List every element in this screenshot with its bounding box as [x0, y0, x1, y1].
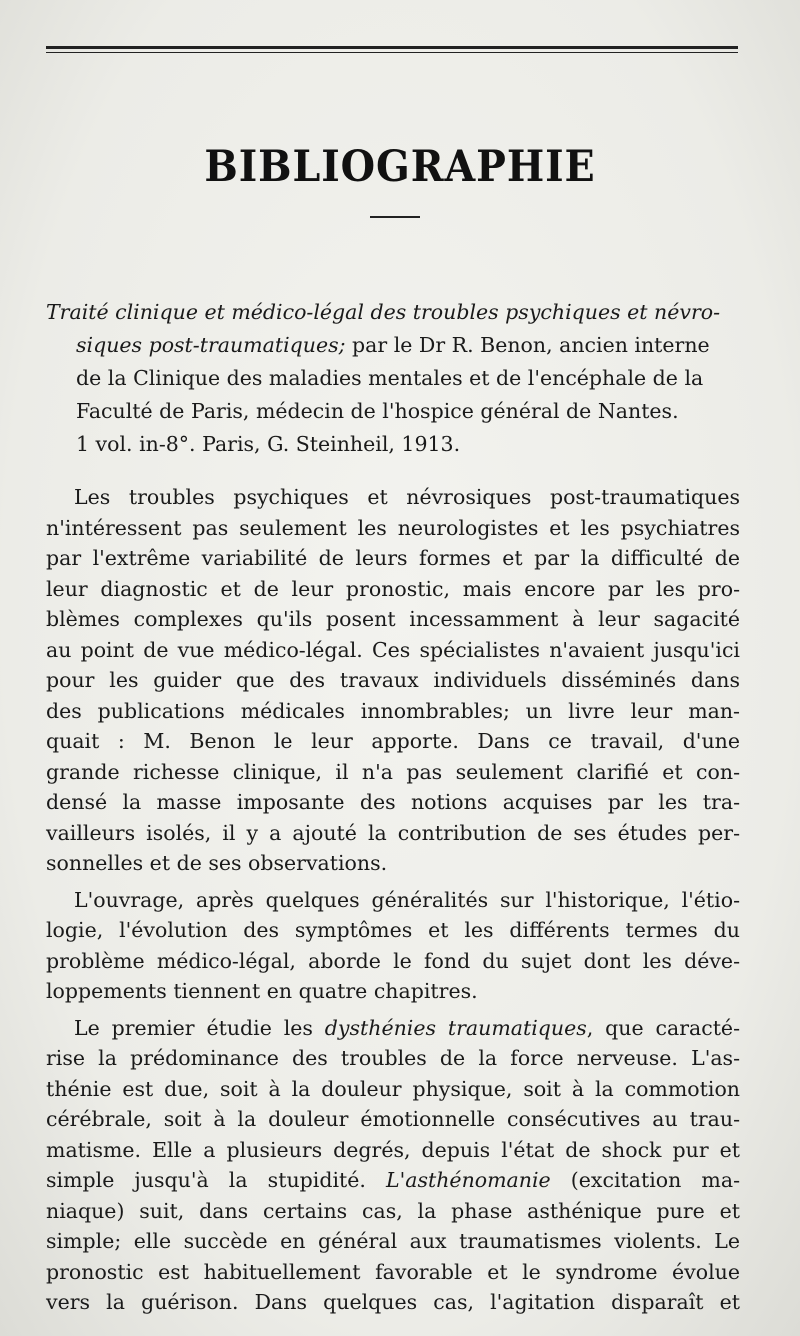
- text-line: loppements tiennent en quatre chapitres.: [46, 979, 478, 1003]
- text-segment: cérébrale, soit à la douleur émotionnelle consécutives au trau-: [46, 1107, 740, 1131]
- text-line: [46, 1165, 740, 1196]
- text-line: [46, 1135, 740, 1166]
- paragraph: [46, 885, 740, 1007]
- bibliographic-reference: [46, 296, 740, 461]
- italic-term: L'asthénomanie: [386, 1168, 551, 1192]
- reference-line: [46, 395, 740, 428]
- text-line: densé la masse imposante des notions acquises par les tra-: [46, 790, 740, 814]
- text-line: sonnelles et de ses observations.: [46, 851, 388, 875]
- text-segment: niaque) suit, dans certains cas, la phase asthénique pure et: [46, 1198, 740, 1223]
- text-line: problème médico-légal, aborde le fond du sujet dont les déve-: [46, 948, 740, 973]
- text-segment: rise la prédominance des troubles de la force nerveuse. L'as-: [46, 1046, 740, 1070]
- text-segment: (excitation ma-: [550, 1168, 740, 1192]
- text-line: des publications médicales innombrables; un livre leur man-: [46, 698, 740, 723]
- text-line: blèmes complexes qu'ils posent incessamment à leur sagacité: [46, 607, 740, 631]
- text-line: L'ouvrage, après quelques généralités sur l'historique, l'étio-: [74, 887, 740, 912]
- text-line: [46, 1226, 740, 1257]
- italic-term: dysthénies traumatiques: [324, 1015, 587, 1040]
- text-line: grande richesse clinique, il n'a pas seulement clarifié et con-: [46, 759, 740, 784]
- text-segment: vers la guérison. Dans quelques cas, l'agitation disparaît et: [46, 1290, 740, 1314]
- text-segment: pronostic est habituellement favorable et le syndrome évolue: [46, 1259, 740, 1284]
- text-line: [46, 1104, 740, 1135]
- text-line: [46, 1257, 740, 1288]
- reference-line: [46, 296, 740, 329]
- text-line: par l'extrême variabilité de leurs formes et par la difficulté de: [46, 546, 740, 570]
- text-segment: simple; elle succède en général aux traumatismes violents. Le: [46, 1229, 740, 1253]
- text-segment: , que caracté-: [586, 1015, 740, 1040]
- text-line: logie, l'évolution des symptômes et les différents termes du: [46, 918, 740, 942]
- top-rule: [46, 46, 738, 49]
- reference-text: Faculté de Paris, médecin de l'hospice général de Nantes.: [76, 399, 679, 423]
- reference-title-text: siques post-traumatiques;: [76, 333, 346, 357]
- text-segment: matisme. Elle a plusieurs degrés, depuis l'état de shock pur et: [46, 1137, 740, 1162]
- reference-text: par le Dr R. Benon, ancien interne: [345, 333, 710, 357]
- text-segment: simple jusqu'à la stupidité.: [46, 1168, 386, 1192]
- text-segment: thénie est due, soit à la douleur physique, soit à la commotion: [46, 1076, 740, 1101]
- reference-line: [46, 329, 740, 362]
- reference-line: [46, 362, 740, 395]
- text-line: quait : M. Benon le leur apporte. Dans ce travail, d'une: [46, 729, 740, 753]
- text-line: [46, 1287, 740, 1318]
- text-segment: Le premier étudie les: [74, 1015, 325, 1040]
- title-divider: [370, 216, 420, 218]
- text-line: [46, 1043, 740, 1074]
- text-line: [46, 1074, 740, 1105]
- reference-title-text: Traité clinique et médico-légal des troubles psychiques et névro-: [46, 300, 721, 324]
- reference-text: 1 vol. in-8°. Paris, G. Steinheil, 1913.: [76, 432, 461, 456]
- page-title: BIBLIOGRAPHIE: [204, 142, 596, 192]
- text-line: [46, 1196, 740, 1227]
- paragraph: [46, 1013, 740, 1318]
- text-line: pour les guider que des travaux individuels disséminés dans: [46, 668, 740, 692]
- reference-text: de la Clinique des maladies mentales et de l'encéphale de la: [76, 366, 704, 390]
- text-line: n'intéressent pas seulement les neurologistes et les psychiatres: [46, 515, 740, 540]
- top-rule-thin: [46, 52, 738, 53]
- paragraph: [46, 482, 740, 879]
- text-line: au point de vue médico-légal. Ces spécialistes n'avaient jusqu'ici: [46, 637, 740, 662]
- review-body: [46, 482, 740, 1324]
- text-line: leur diagnostic et de leur pronostic, mais encore par les pro-: [46, 576, 740, 601]
- text-line: Les troubles psychiques et névrosiques post-traumatiques: [74, 485, 740, 509]
- text-line: vailleurs isolés, il y a ajouté la contribution de ses études per-: [46, 820, 740, 845]
- reference-line: [46, 428, 740, 461]
- text-line: [46, 1013, 740, 1044]
